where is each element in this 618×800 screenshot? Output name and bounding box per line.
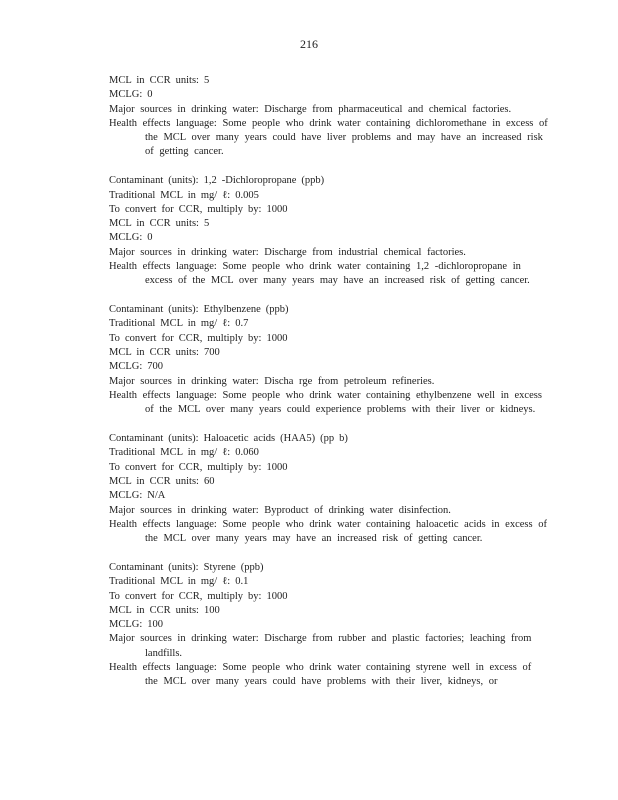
health-effects: Health effects language: Some people who drink water containing 1,2 -dichloropropane in excess of the MCL over many years may have an increased risk of getting cancer. [109, 261, 530, 287]
mclg: MCLG: 100 [109, 619, 164, 631]
document-body [109, 74, 549, 690]
major-sources: Major sources in drinking water: Discharge from pharmaceutical and chemical factories. [109, 103, 512, 115]
page-number: 216 [300, 37, 318, 51]
contaminant-entry-dichloropropane [109, 174, 549, 288]
mcl-ccr-units: MCL in CCR units: 700 [109, 347, 220, 359]
health-effects: Health effects language: Some people who drink water containing styrene well in excess of the MCL over many years could have problems with their liver, kidneys, or [109, 661, 532, 688]
health-effects: Health effects language: Some people who drink water containing haloacetic acids in excess of the MCL over many years may have an increased risk of getting cancer. [109, 518, 547, 545]
mclg: MCLG: 0 [109, 232, 153, 244]
convert-multiplier: To convert for CCR, multiply by: 1000 [109, 203, 288, 215]
mcl-ccr-units: MCL in CCR units: 100 [109, 604, 220, 616]
contaminant-units: Contaminant (units): Ethylbenzene (ppb) [109, 304, 289, 316]
mcl-ccr-units: MCL in CCR units: 5 [109, 75, 210, 86]
contaminant-units: Contaminant (units): Styrene (ppb) [109, 561, 264, 573]
mclg: MCLG: N/A [109, 490, 166, 502]
contaminant-units: Contaminant (units): Haloacetic acids (HAA5) (pp b) [109, 433, 348, 445]
major-sources: Major sources in drinking water: Discharge from rubber and plastic factories; leaching from landfills. [109, 633, 532, 659]
convert-multiplier: To convert for CCR, multiply by: 1000 [109, 590, 288, 602]
contaminant-entry-ethylbenzene [109, 303, 549, 417]
convert-multiplier: To convert for CCR, multiply by: 1000 [109, 461, 288, 473]
traditional-mcl: Traditional MCL in mg/ ℓ: 0.1 [109, 576, 249, 588]
major-sources: Major sources in drinking water: Discharge from industrial chemical factories. [109, 246, 466, 258]
mclg: MCLG: 700 [109, 361, 164, 373]
mcl-ccr-units: MCL in CCR units: 60 [109, 475, 215, 487]
contaminant-entry-haloacetic-acids [109, 432, 549, 546]
mcl-ccr-units: MCL in CCR units: 5 [109, 218, 210, 230]
health-effects: Health effects language: Some people who drink water containing ethylbenzene well in excess of the MCL over many years could experience problems with their liver or kidneys. [109, 389, 542, 416]
mclg: MCLG: 0 [109, 89, 153, 101]
major-sources: Major sources in drinking water: Discha rge from petroleum refineries. [109, 375, 435, 387]
contaminant-entry-styrene [109, 561, 549, 690]
contaminant-entry-dichloromethane [109, 74, 549, 160]
major-sources: Major sources in drinking water: Byproduct of drinking water disinfection. [109, 504, 451, 516]
convert-multiplier: To convert for CCR, multiply by: 1000 [109, 332, 288, 344]
traditional-mcl: Traditional MCL in mg/ ℓ: 0.7 [109, 318, 249, 330]
traditional-mcl: Traditional MCL in mg/ ℓ: 0.060 [109, 447, 259, 459]
contaminant-units: Contaminant (units): 1,2 -Dichloropropane (ppb) [109, 175, 325, 187]
traditional-mcl: Traditional MCL in mg/ ℓ: 0.005 [109, 189, 259, 201]
health-effects: Health effects language: Some people who drink water containing dichloromethane in excess of the MCL over many years could have liver problems and may have an increased risk of getting cancer. [109, 117, 548, 158]
